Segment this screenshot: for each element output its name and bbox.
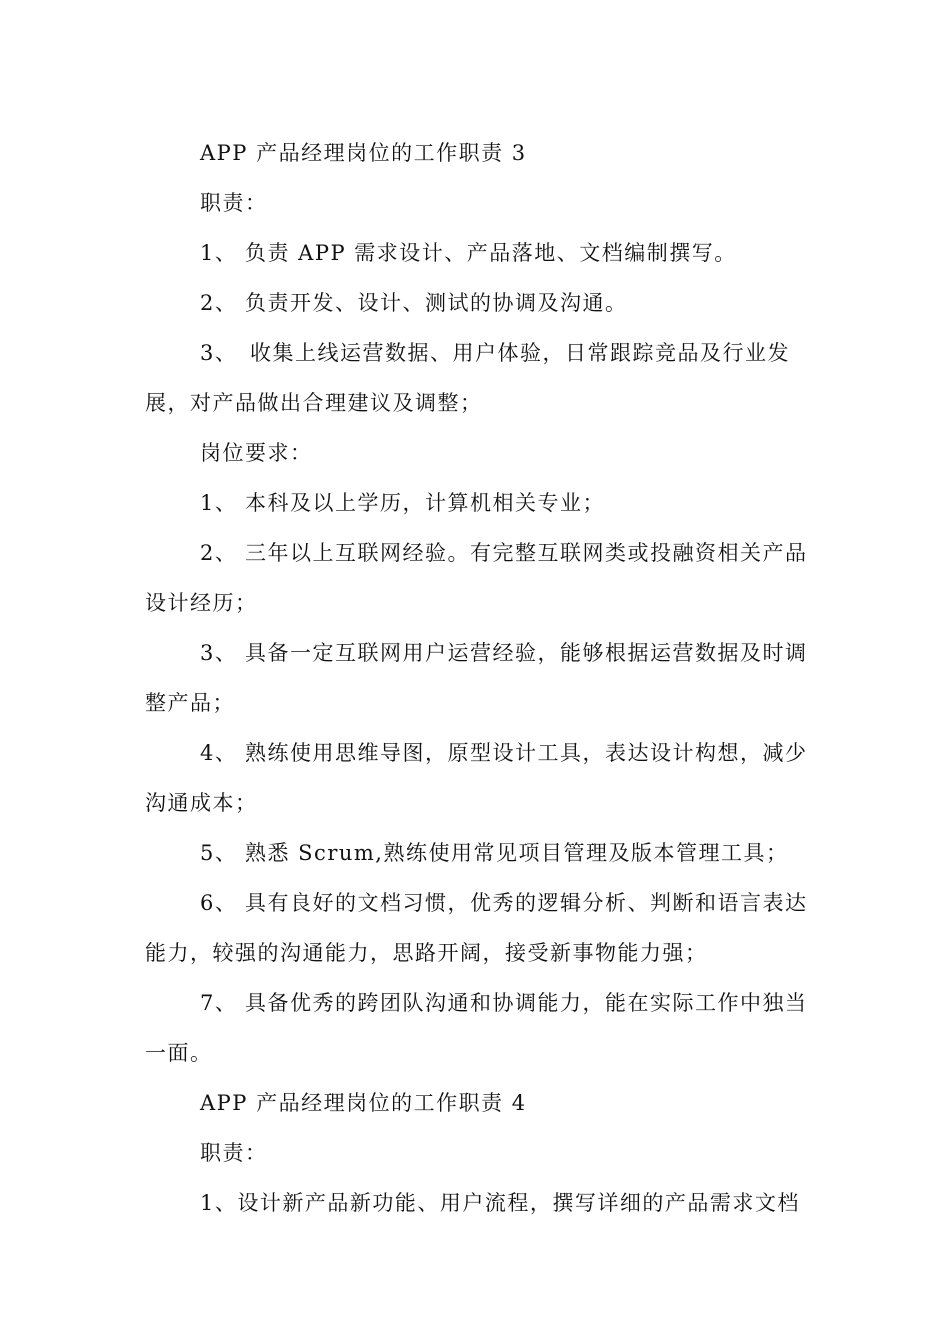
list-number: 1、 <box>200 241 238 265</box>
list-text: 收集上线运营数据、用户体验，日常跟踪竞品及行业发 <box>250 341 790 365</box>
section3-req-3-line2: 整产品； <box>145 691 235 715</box>
section4-duties-label: 职责： <box>200 1141 268 1165</box>
list-number: 6、 <box>200 891 238 915</box>
section4-duty-1: 1、设计新产品新功能、用户流程，撰写详细的产品需求文档 <box>200 1191 800 1215</box>
section3-req-7-line2: 一面。 <box>145 1041 213 1065</box>
list-text: 熟悉 Scrum,熟练使用常见项目管理及版本管理工具； <box>245 841 789 865</box>
section3-duty-3-line2: 展，对产品做出合理建议及调整； <box>145 391 483 415</box>
list-text: 具备一定互联网用户运营经验，能够根据运营数据及时调 <box>245 641 808 665</box>
section3-req-1 <box>200 490 870 516</box>
section4-heading: APP 产品经理岗位的工作职责 4 <box>200 1091 527 1115</box>
list-text: 负责 APP 需求设计、产品落地、文档编制撰写。 <box>245 241 737 265</box>
section3-req-7-line1 <box>200 990 870 1016</box>
section3-duty-1 <box>200 240 870 266</box>
list-text: 本科及以上学历，计算机相关专业； <box>245 491 605 515</box>
list-number: 5、 <box>200 841 238 865</box>
list-number: 4、 <box>200 741 238 765</box>
section3-req-4-line2: 沟通成本； <box>145 791 258 815</box>
section3-heading: APP 产品经理岗位的工作职责 3 <box>200 141 527 165</box>
list-text: 具有良好的文档习惯，优秀的逻辑分析、判断和语言表达 <box>245 891 808 915</box>
section3-req-6-line2: 能力，较强的沟通能力，思路开阔，接受新事物能力强； <box>145 941 708 965</box>
section3-req-6-line1 <box>200 890 870 916</box>
section3-req-3-line1 <box>200 640 870 666</box>
list-number: 3、 <box>200 641 238 665</box>
section3-requirements-label: 岗位要求： <box>200 441 313 465</box>
section3-duty-2 <box>200 290 870 316</box>
list-text: 具备优秀的跨团队沟通和协调能力，能在实际工作中独当 <box>245 991 808 1015</box>
section3-duty-3-line1 <box>200 340 870 366</box>
section3-req-2-line2: 设计经历； <box>145 591 258 615</box>
list-number: 7、 <box>200 991 238 1015</box>
list-text: 熟练使用思维导图，原型设计工具，表达设计构想，减少 <box>245 741 808 765</box>
section3-req-4-line1 <box>200 740 870 766</box>
section3-req-5 <box>200 840 870 866</box>
list-number: 1、 <box>200 491 238 515</box>
section3-req-2-line1 <box>200 540 870 566</box>
section3-duties-label: 职责： <box>200 191 268 215</box>
list-number: 2、 <box>200 541 238 565</box>
list-text: 负责开发、设计、测试的协调及沟通。 <box>245 291 628 315</box>
list-number: 2、 <box>200 291 238 315</box>
list-number: 3、 <box>200 341 238 365</box>
list-text: 三年以上互联网经验。有完整互联网类或投融资相关产品 <box>245 541 808 565</box>
